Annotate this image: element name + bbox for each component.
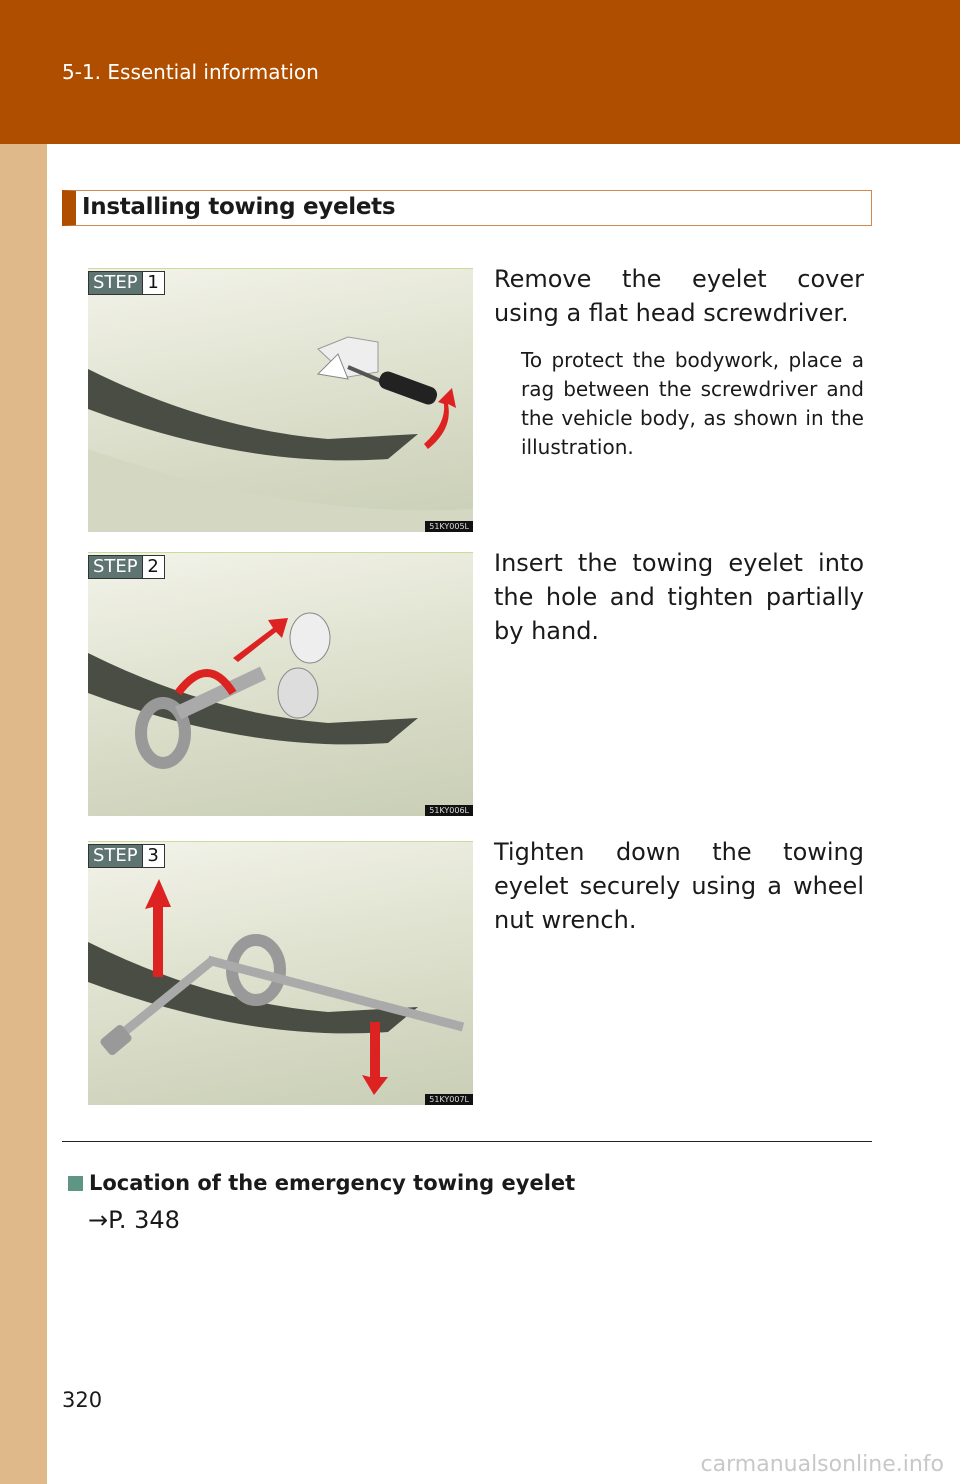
step-label: STEP — [89, 272, 142, 294]
step-badge — [88, 555, 165, 579]
step-1-note: To protect the bodywork, place a rag between the screwdriver and the vehicle body, as shown in the illustration. — [521, 348, 864, 459]
step-number: 2 — [142, 556, 164, 578]
bumper-screwdriver-drawing — [88, 269, 473, 532]
side-tab — [0, 144, 47, 1484]
divider — [62, 1141, 872, 1142]
step-label: STEP — [89, 845, 142, 867]
step-number: 1 — [142, 272, 164, 294]
step-2-illustration — [88, 552, 473, 816]
step-3-illustration — [88, 841, 473, 1105]
square-bullet-icon — [68, 1176, 83, 1191]
section-heading: Installing towing eyelets — [82, 194, 396, 220]
watermark: carmanualsonline.info — [700, 1452, 944, 1477]
illustration-code: 51KY005L — [425, 521, 473, 532]
step-1-illustration — [88, 268, 473, 532]
illustration-code: 51KY006L — [425, 805, 473, 816]
section-heading-box — [62, 190, 872, 226]
step-1-text: Remove the eyelet cover using a flat head screwdriver. — [494, 265, 864, 327]
header-bar — [0, 0, 960, 144]
wrench-tighten-drawing — [88, 842, 473, 1105]
step-badge — [88, 271, 165, 295]
section-title: 5-1. Essential information — [62, 60, 319, 84]
step-label: STEP — [89, 556, 142, 578]
step-2-text: Insert the towing eyelet into the hole and tighten partially by hand. — [494, 549, 864, 645]
step-number: 3 — [142, 845, 164, 867]
eyelet-insert-drawing — [88, 553, 473, 816]
illustration-code: 51KY007L — [425, 1094, 473, 1105]
step-3-text: Tighten down the towing eyelet securely using a wheel nut wrench. — [494, 838, 864, 934]
page-number: 320 — [62, 1388, 103, 1412]
location-heading-text: Location of the emergency towing eyelet — [89, 1171, 576, 1195]
page-reference-link[interactable]: →P. 348 — [88, 1206, 180, 1234]
step-badge — [88, 844, 165, 868]
location-heading — [68, 1171, 575, 1195]
